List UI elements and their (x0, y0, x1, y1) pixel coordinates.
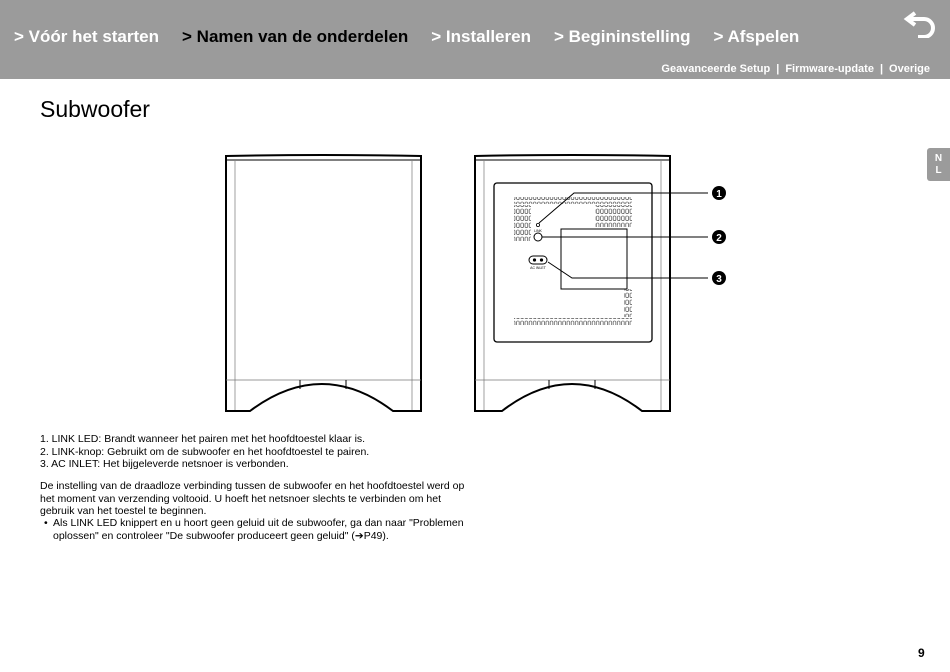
subwoofer-rear-view (475, 155, 726, 411)
subnav-other[interactable]: Overige (889, 63, 930, 75)
description-line: gebruik van het toestel te beginnen. (40, 505, 207, 517)
subwoofer-illustration (222, 152, 738, 415)
ac-inlet-label: AC INLET (530, 266, 546, 270)
nav-item-voor-het-starten[interactable]: > Vóór het starten (14, 27, 160, 46)
part-item-link-button: 2. LINK-knop: Gebruikt om de subwoofer en het hoofdtoestel te pairen. (40, 445, 370, 458)
subnav-advanced-setup[interactable]: Geavanceerde Setup (661, 63, 771, 75)
vent-slots (514, 197, 632, 204)
inner-panel (561, 229, 627, 289)
part-item-ac-inlet: 3. AC INLET: Het bijgeleverde netsnoer is verbonden. (40, 458, 289, 470)
subnav-separator: | (776, 63, 780, 75)
nav-item-installeren[interactable]: > Installeren (431, 27, 531, 46)
back-arrow-icon[interactable] (903, 8, 939, 38)
description-line: De instelling van de draadloze verbinding tussen de subwoofer en het hoofdtoestel werd op (40, 480, 465, 492)
ac-inlet (529, 256, 547, 264)
bullet-text: oplossen" en controleer "De subwoofer produceert geen geluid" ( (53, 529, 355, 542)
nav-item-afspelen[interactable]: > Afspelen (713, 27, 800, 46)
language-tab (927, 148, 950, 181)
callout-number-1: 1 (716, 189, 722, 200)
nav-item-namen-van-de-onderdelen[interactable]: > Namen van de onderdelen (182, 27, 409, 46)
nav-item-begininstelling[interactable]: > Begininstelling (553, 27, 691, 46)
language-letter: N (934, 153, 943, 164)
vent-slots (595, 205, 632, 227)
bullet-line: Als LINK LED knippert en u hoort geen geluid uit de subwoofer, ga dan naar "Problemen (53, 517, 464, 529)
sub-nav (661, 63, 930, 75)
bullet-line (53, 530, 474, 543)
description-paragraph (40, 480, 470, 518)
link-label: LINK (534, 229, 542, 233)
parts-list (40, 433, 369, 471)
bullet-dot: • (44, 517, 48, 529)
subwoofer-front-view (226, 155, 421, 411)
top-bar (0, 0, 950, 79)
subnav-separator: | (879, 63, 884, 75)
description-line: het moment van verzending voltooid. U hoeft het netsnoer slechts te verbinden om het (40, 492, 441, 505)
ac-inlet-pin (533, 258, 536, 261)
language-letter: L (935, 165, 942, 176)
bullet-text: ). (382, 529, 389, 542)
page-title: Subwoofer (40, 96, 150, 122)
vent-slots (514, 205, 531, 241)
main-nav (14, 27, 822, 47)
subnav-firmware-update[interactable]: Firmware-update (785, 63, 874, 75)
page-reference-link[interactable] (355, 530, 383, 542)
link-button (534, 233, 542, 241)
page-number: 9 (918, 646, 925, 660)
note-bullet (44, 517, 474, 542)
reference-arrow-icon: ➔ (354, 529, 364, 542)
reference-page: P49 (363, 529, 383, 542)
vent-slots (624, 289, 632, 317)
callout-number-2: 2 (716, 233, 722, 244)
ac-inlet-pin (540, 258, 543, 261)
callout-number-3: 3 (716, 274, 722, 285)
part-item-link-led: 1. LINK LED: Brandt wanneer het pairen met het hoofdtoestel klaar is. (40, 433, 366, 445)
vent-slots (514, 318, 632, 325)
